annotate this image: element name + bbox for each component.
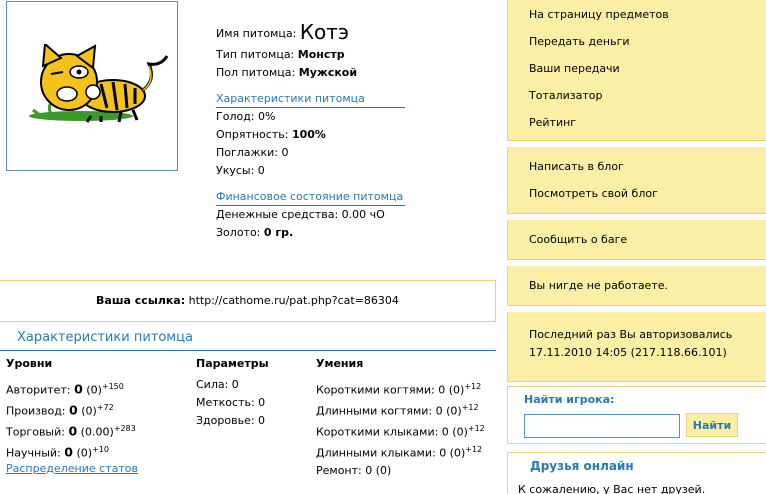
distribute-stats-row: [6, 460, 138, 478]
neatness-label: Опрятность:: [216, 128, 289, 141]
levels-column: [6, 356, 138, 478]
level-science: [6, 439, 138, 460]
hunger-row: Голод: 0%: [216, 110, 276, 123]
level-science-bonus: +10: [92, 445, 109, 454]
referral-link-url[interactable]: http://cathome.ru/pat.php?cat=86304: [188, 294, 399, 307]
friends-online-panel: [507, 452, 766, 494]
pets-label: Поглажки:: [216, 146, 278, 159]
skill-long-claws: [316, 397, 485, 418]
neatness-row: [216, 126, 416, 144]
skill-long-claws-label: Длинными когтями:: [316, 404, 433, 418]
money-row: [216, 206, 416, 224]
pet-name: Котэ: [299, 20, 349, 44]
level-production: [6, 397, 138, 418]
skill-repair-label: Ремонт:: [316, 464, 362, 477]
last-login-label: Последний раз Вы авторизовались: [529, 328, 733, 341]
pet-type-label: Тип питомца:: [216, 48, 295, 61]
stats-title: Характеристики питомца: [17, 330, 193, 345]
level-authority-extra: (0): [86, 383, 102, 397]
skill-long-fangs-label: Длинными клыками:: [316, 446, 436, 460]
find-player-panel: [507, 386, 766, 444]
pet-type-row: [216, 46, 416, 64]
sidebar: [507, 0, 766, 382]
sidebar-item-rating[interactable]: Рейтинг: [529, 116, 577, 129]
level-authority-value: 0: [74, 381, 83, 397]
level-trade-extra: (0.00): [80, 425, 114, 439]
pet-sex: Мужской: [298, 66, 358, 79]
pet-sex-label: Пол питомца:: [216, 66, 296, 79]
level-authority: [6, 376, 138, 397]
pets-row: [216, 144, 416, 162]
sidebar-menu-blog: [507, 147, 766, 214]
skills-column: [316, 356, 485, 481]
find-player-button[interactable]: Найти: [686, 413, 738, 437]
level-science-label: Научный:: [6, 446, 61, 460]
sidebar-item-transfers[interactable]: Ваши передачи: [529, 62, 620, 75]
param-accuracy: Меткость: 0: [196, 396, 266, 409]
param-strength: Сила: 0: [196, 378, 239, 391]
find-player-title: Найти игрока:: [524, 393, 615, 406]
skill-short-fangs: [316, 418, 485, 439]
skills-header: Умения: [316, 357, 364, 370]
skill-short-fangs-bonus: +12: [467, 424, 485, 433]
sidebar-item-write-blog[interactable]: Написать в блог: [529, 160, 624, 173]
skill-repair-value: 0 (0): [365, 464, 392, 477]
skill-short-fangs-label: Короткими клыками:: [316, 425, 439, 439]
sidebar-item-items-page[interactable]: На страницу предметов: [529, 8, 669, 21]
skill-repair: [316, 460, 485, 481]
pet-cat-illustration: [21, 44, 171, 124]
find-player-input[interactable]: [524, 414, 680, 438]
characteristics-title: Характеристики питомца: [216, 90, 405, 108]
skill-short-claws: [316, 376, 485, 397]
skill-long-fangs: [316, 439, 485, 460]
sidebar-job: [507, 266, 766, 306]
pet-name-row: [216, 18, 416, 46]
referral-link-box: [0, 280, 496, 322]
param-health: Здоровье: 0: [196, 414, 266, 427]
sidebar-menu-main: [507, 0, 766, 141]
pet-info: [216, 18, 416, 242]
gold-row: [216, 224, 416, 242]
finance-title: Финансовое состояние питомца: [216, 188, 405, 206]
skill-short-fangs-value: 0 (0): [441, 425, 468, 439]
params-header: Параметры: [196, 357, 269, 370]
sidebar-item-view-blog[interactable]: Посмотреть свой блог: [529, 187, 658, 200]
sidebar-last-login: [507, 312, 766, 382]
pet-image: [6, 1, 178, 171]
referral-link-label: Ваша ссылка:: [96, 294, 186, 307]
friends-online-title: Друзья онлайн: [530, 459, 634, 473]
pets-value: 0: [281, 146, 289, 159]
distribute-stats-link[interactable]: Распределение статов: [6, 462, 138, 475]
level-trade-value: 0: [68, 423, 78, 439]
gold-value: 0 гр.: [263, 226, 294, 239]
params-column: [196, 356, 269, 430]
skill-short-claws-value: 0 (0): [438, 383, 465, 397]
level-production-bonus: +72: [96, 403, 114, 412]
level-authority-label: Авторитет:: [6, 383, 71, 397]
skill-long-claws-value: 0 (0): [435, 404, 462, 418]
level-science-extra: (0): [76, 446, 93, 460]
skill-short-claws-bonus: +12: [464, 382, 482, 391]
sidebar-item-report-bug[interactable]: Сообщить о баге: [529, 233, 628, 246]
level-production-label: Производ:: [6, 404, 66, 418]
pet-sex-row: [216, 64, 416, 82]
level-science-value: 0: [64, 444, 73, 460]
skill-long-claws-bonus: +12: [461, 403, 479, 412]
gold-label: Золото:: [216, 226, 261, 239]
bites-row: [216, 162, 416, 180]
sidebar-menu-bug: [507, 220, 766, 260]
pet-name-label: Имя питомца:: [216, 27, 297, 40]
skill-short-claws-label: Короткими когтями:: [316, 383, 435, 397]
neatness-value: 100%: [291, 128, 326, 141]
sidebar-item-totalizator[interactable]: Тотализатор: [529, 89, 603, 102]
level-trade: [6, 418, 138, 439]
level-production-extra: (0): [81, 404, 97, 418]
levels-header: Уровни: [6, 357, 53, 370]
level-trade-bonus: +283: [113, 424, 136, 433]
level-authority-bonus: +150: [101, 382, 124, 391]
stats-divider: [0, 350, 496, 351]
level-trade-label: Торговый:: [6, 425, 65, 439]
money-label: Денежные средства:: [216, 208, 339, 221]
friends-empty-text: К сожалению, у Вас нет друзей.: [518, 483, 706, 494]
job-status: Вы нигде не работаете.: [529, 279, 668, 292]
skill-long-fangs-value: 0 (0): [439, 446, 466, 460]
level-production-value: 0: [69, 402, 78, 418]
money-value: 0.00 чО: [341, 208, 385, 221]
bites-label: Укусы:: [216, 164, 255, 177]
skill-long-fangs-bonus: +12: [465, 445, 483, 454]
pet-type: Монстр: [297, 48, 345, 61]
bites-value: 0: [257, 164, 265, 177]
sidebar-item-transfer-money[interactable]: Передать деньги: [529, 35, 630, 48]
last-login-value: 17.11.2010 14:05 (217.118.66.101): [529, 346, 727, 359]
